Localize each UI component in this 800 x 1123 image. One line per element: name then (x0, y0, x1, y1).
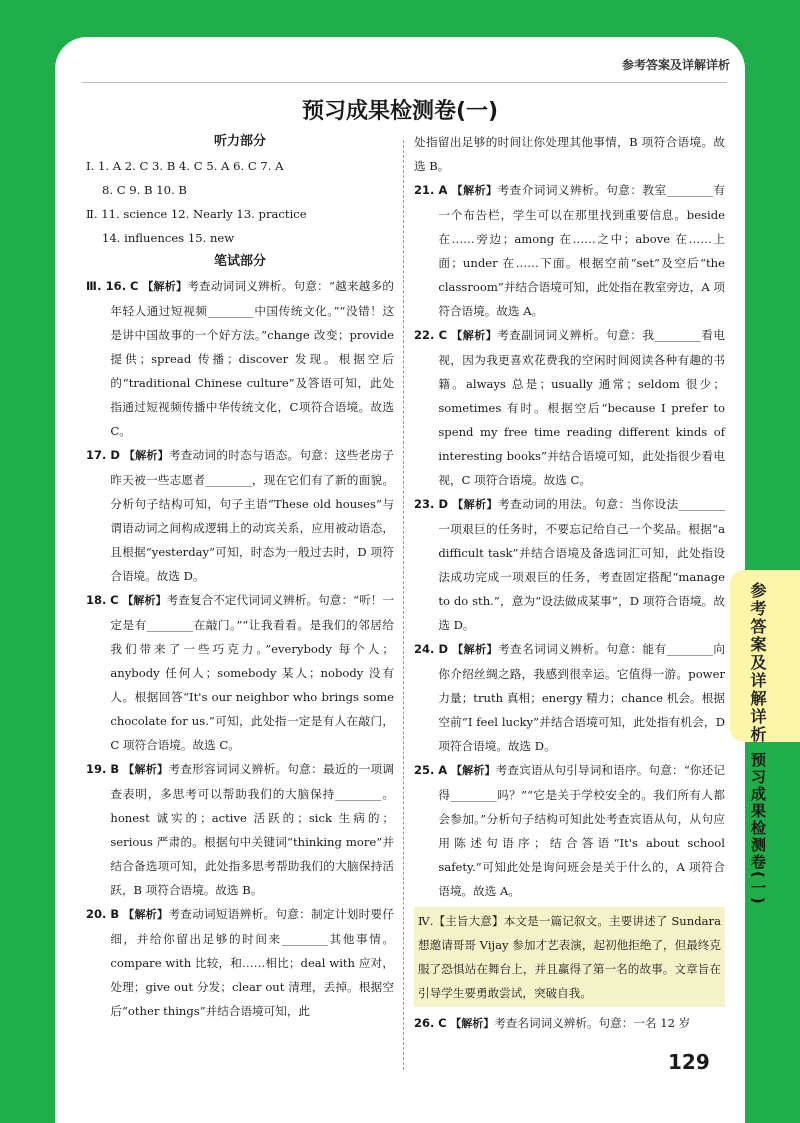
explanation-text: 考查名词词义辨析。句意：一名 12 岁 (494, 1016, 691, 1030)
question-19 (86, 757, 394, 902)
question-20-continued: 处指留出足够的时间让你处理其他事情，B 项符合语境。故选 B。 (414, 135, 725, 173)
answer-letter: C (129, 279, 139, 293)
answer-letter: C (438, 328, 448, 342)
analysis-tag: 【解析】 (123, 763, 169, 776)
analysis-tag: 【解析】 (450, 1017, 495, 1030)
left-column (86, 130, 394, 1023)
explanation-text: 考查宾语从句引导词和语序。句意：“你还记得________吗？”“它是关于学校安全的。我们所有人都会参加。”分析句子结构可知此处考查宾语从句，从句应用陈述句语序；结合答语“It's about school safety.”可知此处是询问班会是关于什么的，A 项符合语境。故选 A。 (438, 763, 726, 898)
question-number: 21. (414, 183, 435, 197)
explanation-text: 考查名词词义辨析。句意：能有________向你介绍丝绸之路，我感到很幸运。它值得一游。power 力量；truth 真相；energy 精力；chance 机会。根据空前“I feel lucky”并结合语境可知，此处指有机会，D 项符合语境。故选 D。 (438, 642, 726, 753)
answer-letter: C (438, 1016, 447, 1030)
question-17 (86, 443, 394, 588)
explanation-text: 考查动词的时态与语态。句意：这些老房子昨天被一些志愿者________，现在它们有了新的面貌。分析句子结构可知，句子主语“These old houses”与谓语动词之间构成逻辑上的动宾关系，应用被动语态，且根据“yesterday”可知，时态为一般过去时，D 项符合语境。故选 D。 (110, 448, 394, 583)
question-number: 24. (414, 642, 435, 656)
question-22 (414, 323, 725, 492)
side-tab-label: 参考答案及详解详析 (748, 582, 767, 744)
right-column (414, 130, 725, 1036)
explanation-text: 考查动词的用法。句意：当你设法________一项艰巨的任务时，不要忘记给自己一个奖品。根据“a difficult task”并结合语境及备选词汇可知，此处指设法成功完成一项艰巨的任务，考查固定搭配“manage to do sth.”，意为“设法做成某事”，D 项符合语境。故选 D。 (438, 497, 726, 632)
question-26 (414, 1011, 725, 1036)
listening-heading: 听力部分 (213, 134, 266, 149)
analysis-tag: 【解析】 (142, 280, 188, 293)
analysis-tag: 【解析】 (452, 498, 498, 511)
page-number: 129 (668, 1050, 710, 1074)
answer-letter: C (110, 593, 119, 607)
page-title: 预习成果检测卷(一) (301, 99, 499, 124)
question-16 (86, 274, 394, 443)
answer-letter: B (110, 762, 120, 776)
answer-row-2b: 14. influences 15. new (102, 231, 235, 245)
answer-letter: D (438, 497, 449, 511)
question-number: 25. (414, 763, 435, 777)
analysis-tag: 【解析】 (122, 594, 167, 607)
question-number: 23. (414, 497, 435, 511)
analysis-tag: 【解析】 (123, 908, 169, 921)
running-header: 参考答案及详解详析 (621, 58, 730, 72)
question-number: Ⅲ. 16. (86, 279, 127, 293)
writing-heading: 笔试部分 (213, 254, 266, 269)
question-21 (414, 178, 725, 323)
question-23 (414, 492, 725, 637)
explanation-text: 考查副词词义辨析。句意：我________看电视，因为我更喜欢花费我的空闲时间阅读各种有趣的书籍。always 总是；usually 通常；seldom 很少；sometimes 有时。根据空后“because I prefer to spend my free time reading different kinds of interesting books”并结合语境可知，此处指很少看电视，C 项符合语境。故选 C。 (438, 328, 725, 487)
analysis-tag: 【解析】 (451, 764, 496, 777)
analysis-tag: 【解析】 (123, 449, 169, 462)
answer-letter: A (438, 763, 448, 777)
explanation-text: 考查动词短语辨析。句意：制定计划时要仔细，并给你留出足够的时间来________其他事情。compare with 比较，和……相比；deal with 应对，处理；give out 分发；clear out 清理，丢掉。根据空后“other things”并结合语境可知，此 (110, 907, 395, 1018)
answer-letter: D (110, 448, 120, 462)
main-idea-box: Ⅳ.【主旨大意】本文是一篇记叙文。主要讲述了 Sundara 想邀请哥哥 Vijay 参加才艺表演，起初他拒绝了，但最终克服了恐惧站在舞台上，并且赢得了第一名的故事。文章旨在引导学生要勇敢尝试，突破自我。 (414, 907, 725, 1007)
answer-row-1a: Ⅰ. 1. A 2. C 3. B 4. C 5. A 6. C 7. A (86, 159, 284, 173)
answer-row-1b: 8. C 9. B 10. B (102, 183, 187, 197)
question-number: 20. (86, 907, 107, 921)
answer-row-2a: Ⅱ. 11. science 12. Nearly 13. practice (86, 207, 307, 221)
question-number: 18. (86, 593, 107, 607)
analysis-tag: 【解析】 (451, 184, 498, 197)
explanation-text: 考查动词词义辨析。句意：“越来越多的年轻人通过短视频________中国传统文化。”“没错！这是讲中国故事的一个好方法。”change 改变；provide 提供；spread 传播；discover 发现。根据空后的“traditional Chinese culture”及答语可知，此处指通过短视频传播中华传统文化，C项符合语境。故选 C。 (110, 279, 394, 438)
explanation-text: 考查复合不定代词词义辨析。句意：“听！一定是有________在敲门。”“让我看看。是我们的邻居给我们带来了一些巧克力。”everybody 每个人；anybody 任何人；somebody 某人；nobody 没有人。根据回答“It's our neighbor who brings some chocolate for us.”可知，此处指一定是有人在敲门，C 项符合语境。故选 C。 (110, 593, 395, 752)
analysis-tag: 【解析】 (451, 329, 498, 342)
side-chapter-label: 预习成果检测卷(一) (749, 752, 767, 906)
analysis-tag: 【解析】 (452, 643, 498, 656)
question-number: 19. (86, 762, 107, 776)
question-number: 26. (414, 1016, 435, 1030)
explanation-text: 考查介词词义辨析。句意：教室________有一个布告栏，学生可以在那里找到重要信息。beside 在……旁边；among 在……之中；above 在……上面；under 在……下面。根据空前“set”及空后“the classroom”并结合语境可知，此处指在教室旁边，A 项符合语境。故选 A。 (438, 183, 726, 318)
column-divider (403, 140, 404, 1070)
question-number: 22. (414, 328, 435, 342)
question-number: 17. (86, 448, 107, 462)
question-20 (86, 902, 394, 1023)
answer-letter: D (438, 642, 449, 656)
answer-letter: B (110, 907, 120, 921)
question-18 (86, 588, 394, 757)
question-25 (414, 758, 725, 903)
answer-letter: A (438, 183, 448, 197)
header-rule (82, 82, 727, 83)
question-24 (414, 637, 725, 758)
explanation-text: 考查形容词词义辨析。句意：最近的一项调查表明，多思考可以帮助我们的大脑保持________。honest 诚实的；active 活跃的；sick 生病的；serious 严肃的。根据句中关键词“thinking more”并结合备选项可知，此处指多思考帮助我们的大脑保持活跃，B 项符合语境。故选 B。 (110, 762, 395, 897)
